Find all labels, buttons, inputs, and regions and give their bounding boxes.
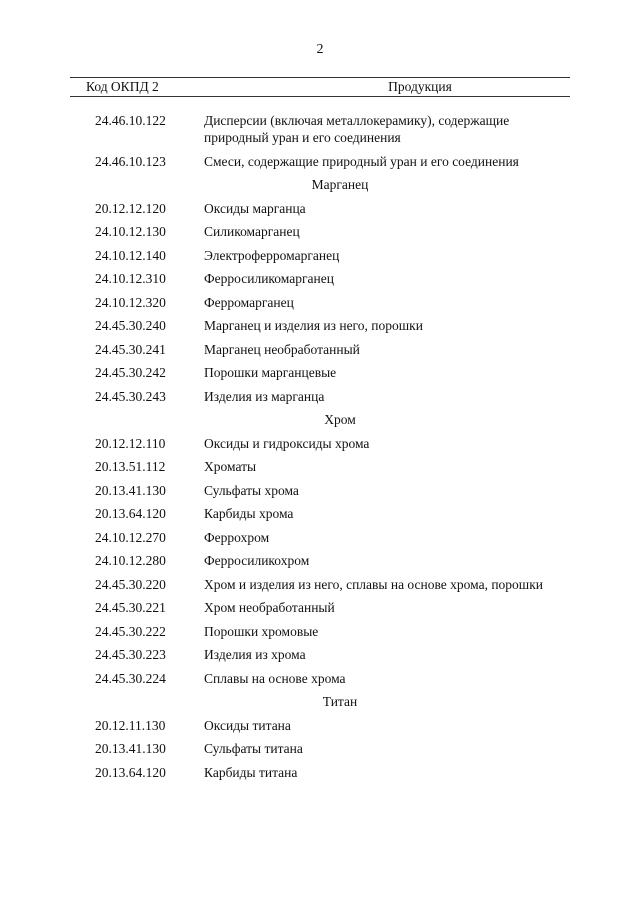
okpd-code: 24.45.30.222 xyxy=(95,623,166,639)
section-heading: Марганец xyxy=(311,177,369,192)
product-name: Смеси, содержащие природный уран и его соединения xyxy=(204,153,519,169)
table-row xyxy=(0,247,640,264)
okpd-code: 24.45.30.223 xyxy=(95,647,166,662)
header-code-label: Код ОКПД 2 xyxy=(86,79,159,94)
okpd-code: 24.45.30.220 xyxy=(95,576,166,592)
okpd-code: 24.45.30.240 xyxy=(95,318,166,333)
table-row xyxy=(0,388,640,405)
page-number: 2 xyxy=(316,42,324,57)
table-row xyxy=(0,270,640,287)
okpd-code: 24.10.12.310 xyxy=(95,271,166,286)
table-row xyxy=(0,670,640,687)
okpd-code: 20.13.64.120 xyxy=(95,764,166,780)
okpd-code: 20.13.41.130 xyxy=(95,741,166,756)
table-row xyxy=(0,623,640,640)
table-row xyxy=(0,112,640,146)
table-row xyxy=(0,552,640,569)
okpd-code: 20.12.12.110 xyxy=(95,435,166,451)
product-name: Оксиды и гидроксиды хрома xyxy=(204,435,370,451)
table-row xyxy=(0,599,640,616)
table-header xyxy=(70,77,570,97)
product-name: Сплавы на основе хрома xyxy=(204,670,346,686)
table-row xyxy=(0,717,640,734)
okpd-code: 20.13.64.120 xyxy=(95,506,166,521)
section-heading: Хром xyxy=(324,412,356,427)
okpd-code: 24.45.30.241 xyxy=(95,341,166,357)
table-row xyxy=(0,764,640,781)
table-row xyxy=(0,740,640,757)
table-row xyxy=(0,364,640,381)
table-row xyxy=(0,317,640,334)
okpd-code: 24.46.10.123 xyxy=(95,153,166,169)
okpd-code: 20.13.41.130 xyxy=(95,482,166,498)
table-row xyxy=(0,200,640,217)
product-name: Хром и изделия из него, сплавы на основе хрома, порошки xyxy=(204,576,543,592)
okpd-code: 24.10.12.280 xyxy=(95,553,166,568)
product-name: Дисперсии (включая металлокерамику), содержащие природный уран и его соединения xyxy=(204,113,510,145)
product-name: Марганец необработанный xyxy=(204,341,360,357)
okpd-code: 24.45.30.224 xyxy=(95,670,166,686)
table-body xyxy=(0,112,640,787)
product-name: Ферромарганец xyxy=(204,294,294,310)
product-name: Электроферромарганец xyxy=(204,247,340,263)
table-row xyxy=(0,529,640,546)
product-name: Ферросиликомарганец xyxy=(204,271,334,286)
okpd-code: 24.10.12.320 xyxy=(95,294,166,310)
okpd-code: 24.10.12.130 xyxy=(95,224,166,239)
okpd-code: 24.45.30.243 xyxy=(95,388,166,404)
product-name: Хроматы xyxy=(204,459,257,474)
product-name: Оксиды титана xyxy=(204,717,291,733)
table-row xyxy=(0,458,640,475)
product-name: Карбиды титана xyxy=(204,764,298,780)
product-name: Хром необработанный xyxy=(204,600,335,615)
product-name: Оксиды марганца xyxy=(204,200,306,216)
okpd-code: 24.46.10.122 xyxy=(95,113,166,128)
table-row xyxy=(0,153,640,170)
okpd-code: 20.12.12.120 xyxy=(95,200,166,216)
section-heading: Титан xyxy=(322,694,358,709)
okpd-code: 20.12.11.130 xyxy=(95,717,166,733)
table-row xyxy=(0,576,640,593)
product-name: Ферросиликохром xyxy=(204,553,310,568)
product-name: Феррохром xyxy=(204,529,270,545)
table-row xyxy=(0,646,640,663)
product-name: Карбиды хрома xyxy=(204,506,294,521)
okpd-code: 24.10.12.140 xyxy=(95,247,166,263)
table-row xyxy=(0,341,640,358)
table-row xyxy=(0,223,640,240)
header-product-label: Продукция xyxy=(388,79,452,94)
table-row xyxy=(0,505,640,522)
okpd-code: 24.45.30.242 xyxy=(95,365,166,380)
product-name: Порошки марганцевые xyxy=(204,365,337,380)
product-name: Силикомарганец xyxy=(204,224,300,239)
product-name: Изделия из марганца xyxy=(204,388,325,404)
table-row xyxy=(0,294,640,311)
product-name: Изделия из хрома xyxy=(204,647,306,662)
product-name: Порошки хромовые xyxy=(204,623,319,639)
okpd-code: 24.45.30.221 xyxy=(95,600,166,615)
table-row xyxy=(0,482,640,499)
product-name: Марганец и изделия из него, порошки xyxy=(204,318,423,333)
okpd-code: 24.10.12.270 xyxy=(95,529,166,545)
product-name: Сульфаты титана xyxy=(204,741,303,756)
product-name: Сульфаты хрома xyxy=(204,482,299,498)
okpd-code: 20.13.51.112 xyxy=(95,459,166,474)
table-row xyxy=(0,435,640,452)
